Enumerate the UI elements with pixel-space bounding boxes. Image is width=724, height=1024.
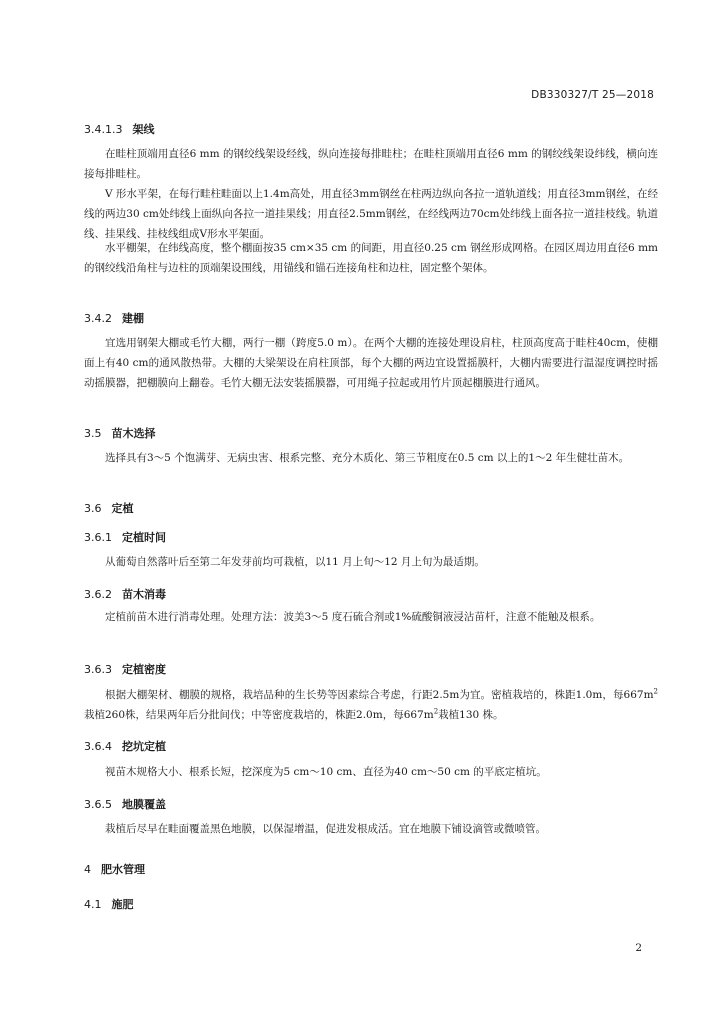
paragraph: 选择具有3～5 个饱满芽、无病虫害、根系完整、充分木质化、第三节粗度在0.5 cm 以上的1～2 年生健壮苗木。 [105,452,630,464]
paragraph: 宜选用钢架大棚或毛竹大棚，两行一棚（跨度5.0 m）。在两个大棚的连接处理设肩柱，柱顶高度高于畦柱40cm，使棚面上有40 cm的通风散热带。大棚的大梁架设在肩柱顶部，每个大棚的两边宜设置摇膜杆，大棚内需要进行温湿度调控时摇动摇膜器，把棚膜向上翻卷。毛竹大棚无法安装摇膜器，可用绳子拉起或用竹片顶起棚膜进行通风。 [84,337,658,389]
paragraph [84,685,658,725]
heading-number: 3.4.2 [84,312,112,325]
heading-number: 3.4.1.3 [84,123,123,136]
heading-title: 苗木选择 [111,427,156,440]
paragraph: 视苗木规格大小、根系长短，挖深度为5 cm～10 cm、直径为40 cm～50 cm 的平底定植坑。 [105,766,547,778]
heading-3-5 [84,425,156,441]
heading-number: 3.5 [84,427,102,440]
page-number: 2 [635,942,642,954]
heading-number: 4.1 [84,898,102,911]
heading-number: 4 [84,863,91,876]
heading-3-6-2 [84,586,166,602]
heading-number: 3.6.2 [84,588,112,601]
heading-4-1 [84,896,134,912]
heading-3-6-5 [84,796,166,812]
heading-title: 定植密度 [122,663,166,676]
heading-number: 3.6.1 [84,531,112,544]
heading-number: 3.6.3 [84,663,112,676]
heading-title: 地膜覆盖 [122,798,166,811]
document-code: DB330327/T 25—2018 [531,89,654,101]
heading-title: 施肥 [111,898,134,911]
text-run: 根据大棚架材、棚膜的规格，栽培品种的生长势等因素综合考虑，行距2.5m为宜。密植栽培的，株距1.0m，每667m [105,689,654,701]
heading-title: 苗木消毒 [122,588,166,601]
superscript: 2 [433,707,439,716]
heading-3-6-3 [84,661,166,677]
paragraph: 栽植后尽早在畦面覆盖黑色地膜，以保湿增温，促进发根成活。宜在地膜下铺设滴管或微喷管。 [105,823,546,835]
heading-title: 肥水管理 [101,863,145,876]
heading-number: 3.6.4 [84,740,112,753]
heading-3-6-1 [84,529,166,545]
text-run: 栽植130 株。 [438,709,504,721]
heading-title: 定植时间 [122,531,166,544]
heading-title: 定植 [111,502,134,515]
heading-title: 挖坑定植 [122,740,166,753]
paragraph: 水平棚架，在纬线高度，整个棚面按35 cm×35 cm 的间距，用直径0.25 cm 钢丝形成网格。在园区周边用直径6 mm 的钢绞线沿角柱与边柱的顶端架设围线，用锚线和锚石连接角柱和边柱，固定整个架体。 [84,242,658,274]
heading-4 [84,861,145,877]
heading-3-4-2 [84,310,144,326]
heading-number: 3.6.5 [84,798,112,811]
paragraph: 定植前苗木进行消毒处理。处理方法：波美3～5 度石硫合剂或1%硫酸铜液浸沾苗杆，注意不能触及根系。 [105,611,601,623]
paragraph: V 形水平架，在每行畦柱畦面以上1.4m高处，用直径3mm钢丝在柱两边纵向各拉一道轨道线；用直径3mm钢丝，在经线的两边30 cm处纬线上面纵向各拉一道挂果线；用直径2.5mm钢丝，在经线两边70cm处纬线上面各拉一道挂枝线。轨道线、挂果线、挂枝线组成V形水平架面。 [84,188,658,240]
paragraph: 从葡萄自然落叶后至第二年发芽前均可栽植，以11 月上旬～12 月上旬为最适期。 [105,556,485,568]
heading-title: 建棚 [122,312,144,325]
heading-3-4-1-3 [84,121,154,137]
heading-3-6 [84,500,134,516]
paragraph: 在畦柱顶端用直径6 mm 的钢绞线架设经线，纵向连接每排畦柱；在畦柱顶端用直径6 mm 的钢绞线架设纬线，横向连接每排畦柱。 [84,148,658,180]
heading-number: 3.6 [84,502,102,515]
superscript: 2 [653,687,658,696]
text-run: 栽植260株，结果两年后分批间伐；中等密度栽培的，株距2.0m，每667m [84,709,434,721]
heading-3-6-4 [84,738,166,754]
heading-title: 架线 [132,123,155,136]
